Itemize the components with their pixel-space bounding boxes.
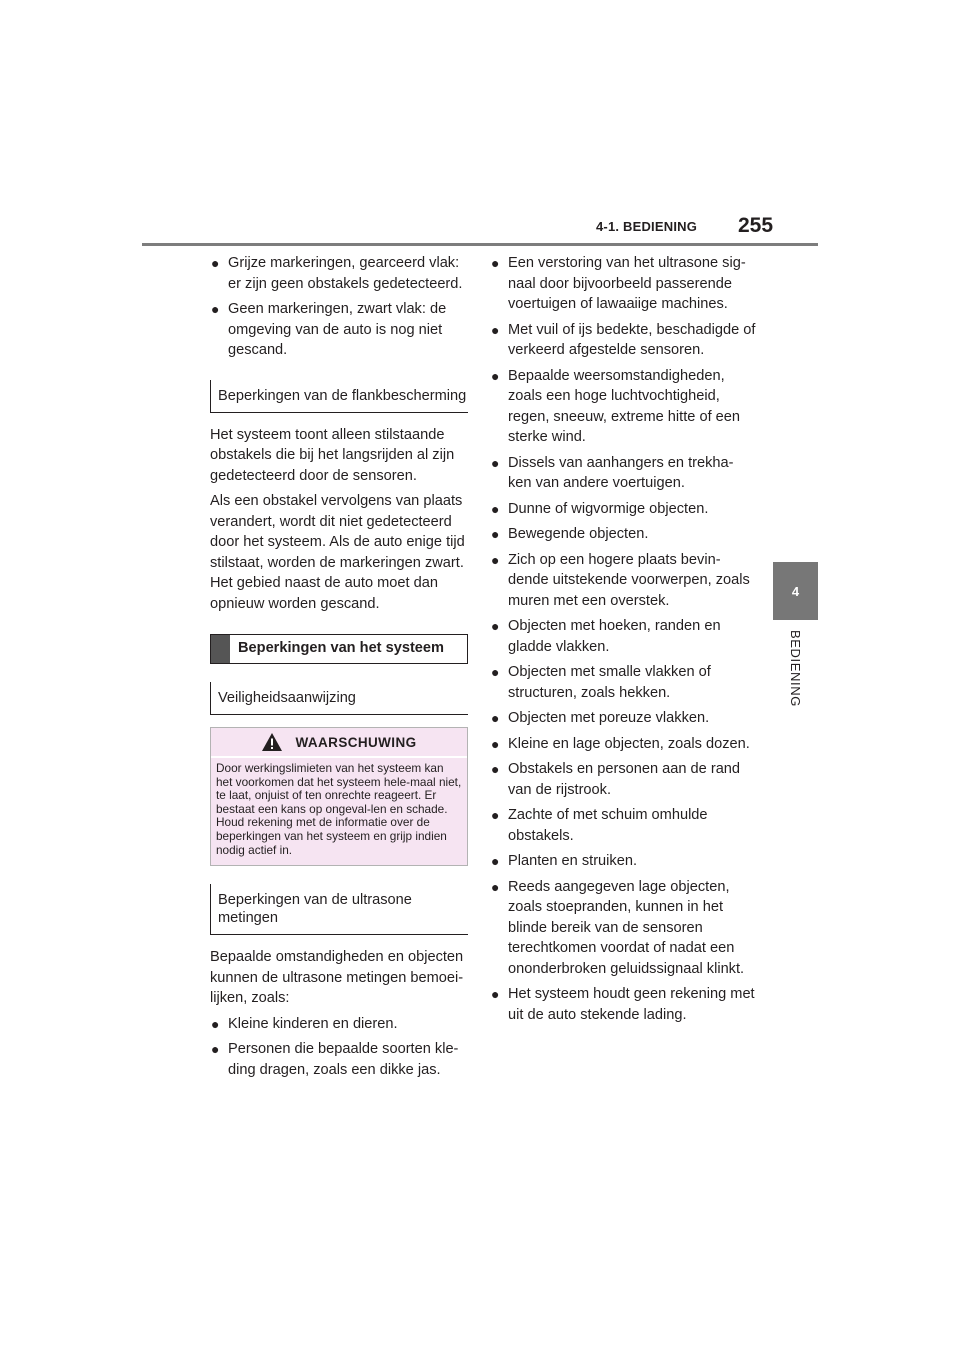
- bullet-icon: ●: [491, 878, 500, 895]
- chapter-label: BEDIENING: [788, 630, 803, 707]
- bullet-icon: ●: [491, 526, 500, 542]
- list-item: ● Dunne of wigvormige objecten.: [490, 499, 756, 520]
- heading-block: [211, 635, 230, 663]
- bullet-icon: ●: [211, 1015, 220, 1032]
- bullet-icon: ●: [491, 664, 500, 680]
- bullet-icon: ●: [491, 853, 500, 869]
- bullet-icon: ●: [491, 255, 500, 271]
- list-item: ● Het systeem houdt geen rekening met uit de auto stekende lading.: [491, 986, 755, 1023]
- bullet-icon: ●: [491, 500, 500, 517]
- page-number: 255: [738, 214, 774, 237]
- list-item: ● Een verstoring van het ultrasone sig-naal door bijvoorbeeld passerende voertuigen of lawaaiige machines.: [491, 255, 746, 312]
- list-item: ● Reeds aangegeven lage objecten, zoals stoepranden, kunnen in het blinde bereik van de sensoren terechtkomen voordat of nadat een ononderbroken geluidssignaal klinkt.: [491, 878, 745, 977]
- warning-text: Door werkingslimieten van het systeem kan het voorkomen dat het systeem hele-maal niet, te laat, onjuist of ten onrechte reageert. Er bestaat een kans op ongeval-len en schade. Houd rekening met de informatie over de beperkingen van het systeem en grijp indien nodig actief in.: [211, 758, 467, 865]
- safety-heading: Veiligheidsaanwijzing: [210, 682, 468, 715]
- list-item: ● Planten en struiken.: [490, 851, 756, 872]
- list-item: ● Geen markeringen, zwart vlak: de omgeving van de auto is nog niet gescand.: [211, 301, 447, 358]
- warning-triangle-icon: [261, 732, 283, 752]
- flank-heading: Beperkingen van de flankbescherming: [210, 380, 468, 413]
- system-heading: Beperkingen van het systeem: [210, 634, 468, 664]
- bullet-icon: ●: [211, 255, 220, 271]
- ultrasone-heading: Beperkingen van de ultrasone metingen: [210, 884, 468, 935]
- paragraph: Als een obstakel vervolgens van plaats verandert, wordt dit niet gedetecteerd door het systeem. Als de auto enige tijd stilstaat, worden de markeringen zwart. Het gebied naast de auto moet dan opnieuw worden gescand.: [210, 493, 465, 612]
- bullet-icon: ●: [491, 710, 500, 726]
- list-item: ● Dissels van aanhangers en trekha-ken van andere voertuigen.: [491, 454, 734, 491]
- list-item: ● Bewegende objecten.: [490, 524, 756, 545]
- warning-box: [210, 727, 468, 866]
- list-item: ● Objecten met hoeken, randen en gladde vlakken.: [491, 618, 721, 655]
- bullet-icon: ●: [211, 301, 220, 317]
- bullet-icon: ●: [491, 807, 500, 823]
- paragraph: Bepaalde omstandigheden en objecten kunnen de ultrasone metingen bemoei-lijken, zoals:: [210, 949, 464, 1007]
- list-item: ● Kleine en lage objecten, zoals dozen.: [490, 734, 756, 755]
- list-item: ● Personen die bepaalde soorten kle-ding dragen, zoals een dikke jas.: [211, 1041, 459, 1078]
- left-column: [210, 253, 468, 1085]
- bullet-icon: ●: [491, 761, 500, 777]
- bullet-icon: ●: [491, 454, 500, 471]
- warning-title: WAARSCHUWING: [295, 734, 417, 750]
- list-item: ● Bepaalde weersomstandigheden, zoals een hoge luchtvochtigheid, regen, sneeuw, extreme hitte of een sterke wind.: [491, 367, 741, 445]
- list-item: ● Zich op een hogere plaats bevin-dende uitstekende voorwerpen, zoals muren met een overstek.: [491, 551, 750, 609]
- bullet-icon: ●: [491, 986, 500, 1002]
- bullet-icon: ●: [211, 1041, 220, 1058]
- list-item: ● Met vuil of ijs bedekte, beschadigde of verkeerd afgestelde sensoren.: [491, 321, 756, 358]
- list-item: ● Objecten met poreuze vlakken.: [490, 708, 756, 729]
- bullet-icon: ●: [491, 321, 500, 338]
- list-item: ● Kleine kinderen en dieren.: [210, 1014, 468, 1035]
- list-item: ● Obstakels en personen aan de rand van de rijstrook.: [491, 761, 741, 798]
- list-item: ● Grijze markeringen, gearceerd vlak: er zijn geen obstakels gedetecteerd.: [211, 255, 463, 292]
- right-column: [490, 253, 756, 1030]
- header-rule: [142, 243, 818, 246]
- warning-header: [211, 728, 467, 756]
- paragraph: Het systeem toont alleen stilstaande obstakels die bij het langsrijden al zijn gedetecteerd door de sensoren.: [210, 426, 455, 484]
- bullet-icon: ●: [491, 367, 500, 384]
- list-item: ● Objecten met smalle vlakken of structuren, zoals hekken.: [491, 664, 711, 701]
- list-item: ● Zachte of met schuim omhulde obstakels.: [491, 807, 708, 844]
- bullet-icon: ●: [491, 618, 500, 634]
- section-title: 4-1. BEDIENING: [596, 219, 698, 234]
- bullet-icon: ●: [491, 735, 500, 752]
- chapter-tab: 4: [773, 562, 818, 620]
- bullet-icon: ●: [491, 551, 500, 568]
